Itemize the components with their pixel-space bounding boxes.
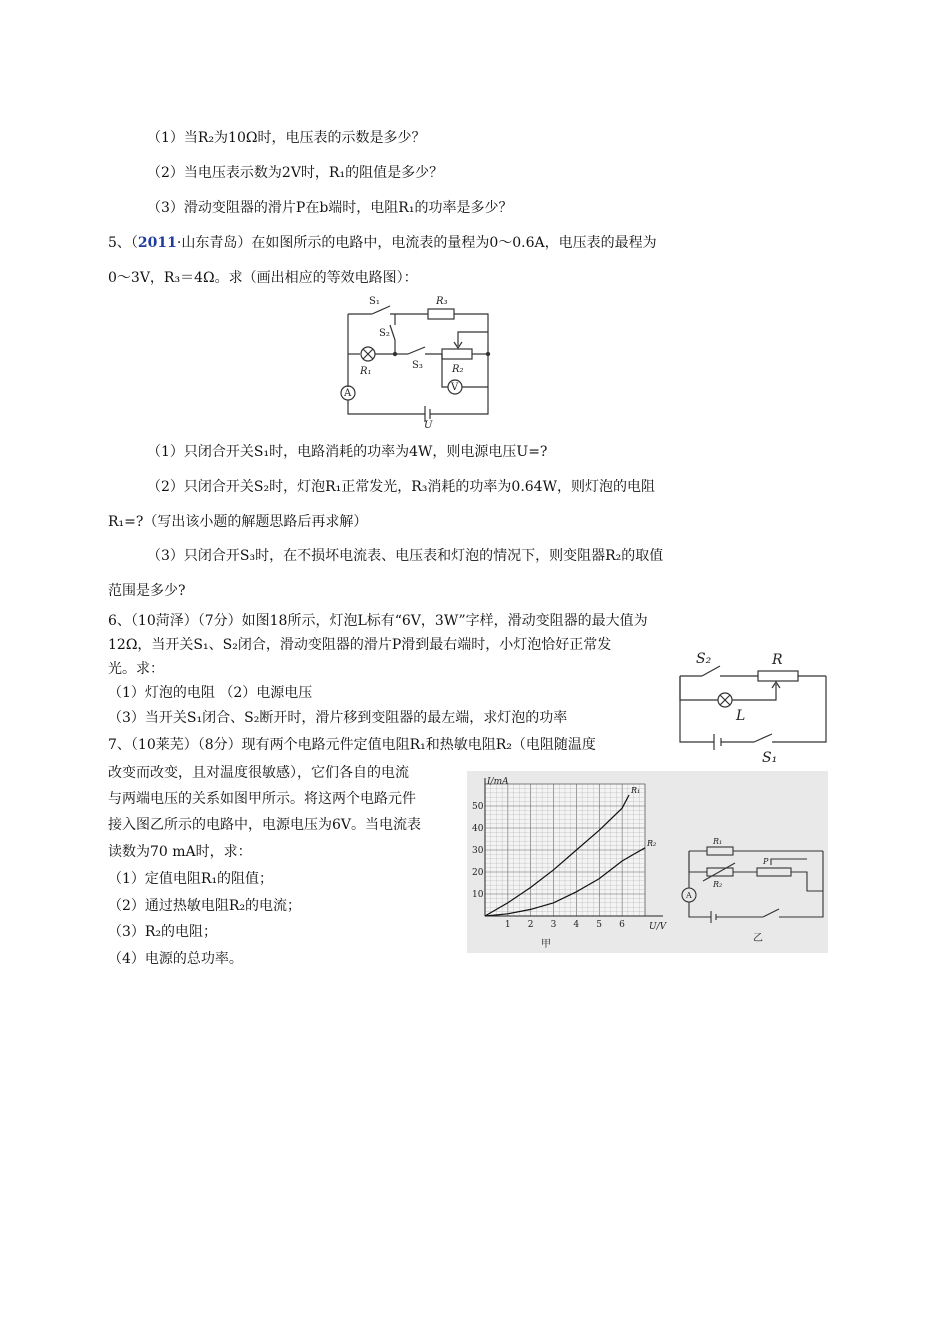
q6-label-l: L [736,708,746,724]
chart-y-tick-label: 30 [472,846,484,856]
q7-part-1: （1）定值电阻R₁的阻值； [108,871,274,887]
chart-y-tick-label: 10 [472,890,484,900]
q5-label-s3: S₃ [412,360,423,371]
chart-series-label-1: R₁ [631,786,641,795]
q5-stem-rest: ·山东青岛）在如图所示的电路中，电流表的量程为0～0.6A，电压表的最程为 [176,235,657,251]
figure-caption-jia: 甲 [541,939,551,950]
q6-label-s2: S₂ [696,651,712,667]
chart-y-axis-label: I/mA [487,777,509,787]
q5-circuit-diagram [330,292,500,430]
q6-line2: 12Ω，当开关S₁、S₂闭合，滑动变阻器的滑片P滑到最右端时，小灯泡恰好正常发 [108,637,612,653]
q5-part-2-line2: R₁=?（写出该小题的解题思路后再求解） [108,514,368,530]
q5-year: 2011 [137,235,177,251]
q5-label-voltmeter: V [451,382,459,393]
q4-part-1: （1）当R₂为10Ω时，电压表的示数是多少？ [147,130,426,146]
q7-line3: 与两端电压的关系如图甲所示。将这两个电路元件 [108,791,416,807]
q7-line4: 接入图乙所示的电路中，电源电压为6V。当电流表 [108,817,422,833]
q5-label-r2: R₂ [452,364,464,375]
chart-x-tick-label: 4 [573,920,580,930]
q5-part-1: （1）只闭合开关S₁时，电路消耗的功率为4W，则电源电压U=? [147,444,548,460]
q7-part-4: （4）电源的总功率。 [108,951,243,967]
q5-stem [108,234,657,252]
q6-line3: 光。求： [108,661,164,677]
chart-x-tick-label: 6 [619,920,625,930]
q5-label-r3: R₃ [436,296,448,307]
chart-grid [485,784,645,916]
chart-x-tick-label: 5 [596,920,603,930]
q7-yi-label-ammeter: A [686,891,692,900]
q7-line1: 7、（10莱芜）（8分）现有两个电路元件定值电阻R₁和热敏电阻R₂（电阻随温度 [108,737,596,753]
q5-label-s1: S₁ [369,296,380,307]
chart-y-tick-label: 40 [472,824,484,834]
q7-part-3: （3）R₂的电阻； [108,924,218,940]
q5-label-u: U [424,420,433,431]
q6-line1: 6、（10菏泽）（7分）如图18所示，灯泡L标有“6V，3W”字样，滑动变阻器的最大值为 [108,613,648,629]
q7-yi-label-r2: R₂ [713,880,723,889]
q5-part-2-line1: （2）只闭合开关S₂时，灯泡R₁正常发光，R₃消耗的功率为0.64W，则灯泡的电阻 [147,479,655,495]
chart-x-tick-label: 1 [504,920,511,930]
q7-figure-panel [467,771,828,953]
q5-stem-line2: 0～3V，R₃＝4Ω。求（画出相应的等效电路图）： [108,270,418,286]
chart-x-tick-label: 3 [550,920,557,930]
figure-caption-yi: 乙 [753,933,763,944]
q5-part-3-line1: （3）只闭合开S₃时，在不损坏电流表、电压表和灯泡的情况下，则变阻器R₂的取值 [147,548,664,564]
q6-circuit-diagram [676,648,836,768]
q6-part-1-2: （1）灯泡的电阻 （2）电源电压 [108,685,313,701]
q5-part-3-line2: 范围是多少? [108,583,186,599]
chart-series-label-2: R₂ [647,838,657,848]
q6-label-s1: S₁ [762,750,778,766]
q6-part-3: （3）当开关S₁闭合、S₂断开时，滑片移到变阻器的最左端，求灯泡的功率 [108,710,568,726]
q7-yi-label-p: P [763,857,769,866]
q7-line2: 改变而改变，且对温度很敏感），它们各自的电流 [108,765,409,781]
chart-x-axis-label: U/V [649,922,667,932]
q5-label-r1: R₁ [360,366,372,377]
q7-line5: 读数为70 mA时，求： [108,844,252,860]
q7-yi-label-r1: R₁ [713,837,723,846]
chart-x-tick-label: 2 [527,920,534,930]
chart-y-tick-label: 50 [472,802,484,812]
chart-y-tick-label: 20 [472,868,484,878]
q7-part-2: （2）通过热敏电阻R₂的电流； [108,898,302,914]
q5-label-ammeter: A [344,388,352,399]
q4-part-3: （3）滑动变阻器的滑片P在b端时，电阻R₁的功率是多少？ [147,200,513,216]
q6-label-r: R [772,652,783,668]
q5-label-s2: S₂ [379,328,390,339]
q4-part-2: （2）当电压表示数为2V时，R₁的阻值是多少？ [147,165,444,181]
q5-number: 5、（ [108,235,138,251]
